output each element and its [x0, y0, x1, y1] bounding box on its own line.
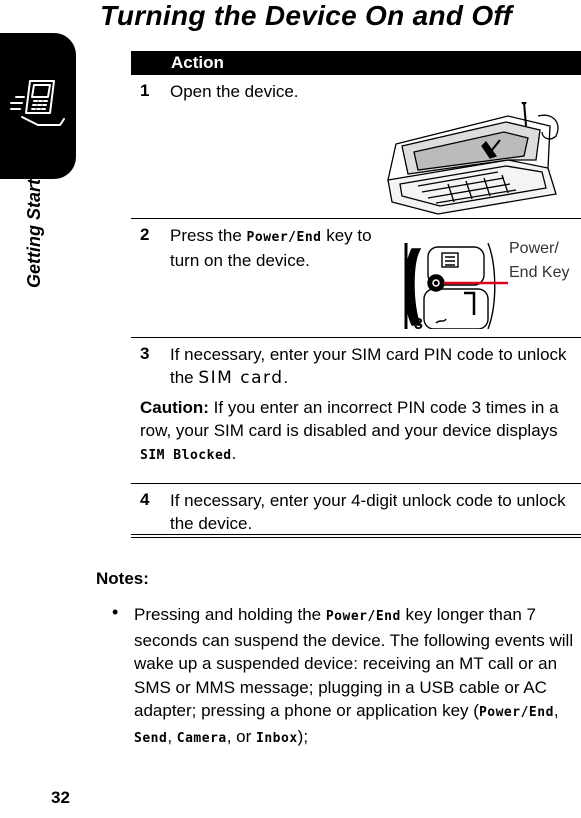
step-text: If necessary, enter your SIM card PIN code to unlock the SIM card.	[170, 345, 567, 388]
key-name: Power/End	[246, 230, 322, 245]
table-row	[131, 484, 581, 540]
notes-heading: Notes:	[96, 569, 149, 588]
step-text: Press the Power/End key to turn on the device.	[170, 226, 372, 270]
power-end-key-callout: Power/ End Key	[509, 240, 570, 281]
table-header: Action	[131, 51, 581, 75]
action-table	[131, 51, 581, 540]
bullet-icon: •	[112, 602, 119, 622]
table-row	[131, 219, 581, 338]
step-text: Open the device.	[170, 82, 299, 101]
page-title: Turning the Device On and Off	[100, 0, 513, 31]
table-row	[131, 75, 581, 219]
flip-phone-illustration	[378, 102, 580, 215]
step-number: 1	[140, 81, 150, 100]
step-text: If necessary, enter your 4-digit unlock code to unlock the device.	[170, 491, 566, 533]
table-row	[131, 338, 581, 484]
step-number: 3	[140, 344, 150, 363]
page-number: 32	[51, 788, 70, 807]
step-number: 4	[140, 490, 150, 509]
phone-icon	[8, 73, 70, 135]
caution-note: Caution: If you enter an incorrect PIN code 3 times in a row, your SIM card is disabled and your device displays SIM Blocked.	[140, 398, 559, 463]
table-end-rule	[131, 534, 581, 538]
list-item	[114, 603, 578, 751]
note-text: Pressing and holding the Power/End key longer than 7 seconds can suspend the device. The following events will wake up a suspended device: receiving an MT call or an SMS or MMS message; plugging in a USB cable or AC adapter; pressing a phone or application key (Power/End, Send, Camera, or Inbox);	[134, 605, 574, 746]
svg-text:3: 3	[414, 316, 423, 329]
step-number: 2	[140, 225, 150, 244]
